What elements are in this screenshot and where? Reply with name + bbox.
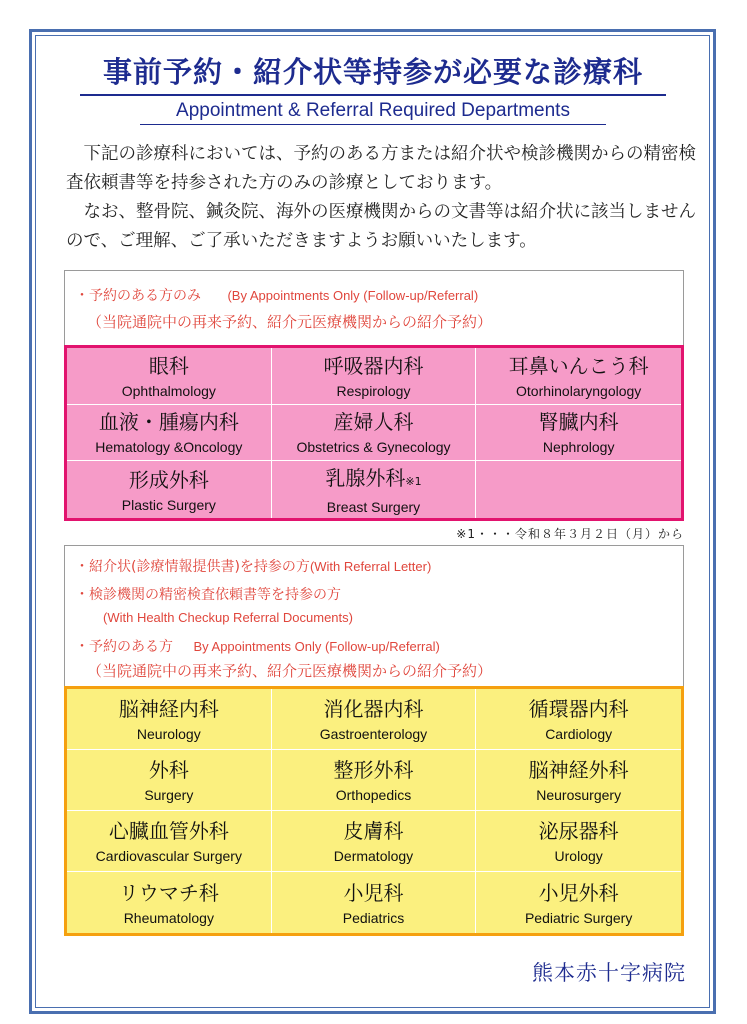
department-en: Dermatology: [333, 848, 414, 864]
department-cell: [67, 689, 272, 750]
department-jp: 循環器内科: [528, 697, 629, 721]
intro-paragraph-2: なお、整骨院、鍼灸院、海外の医療機関からの文書等は紹介状に該当しませんので、ご理解、ご了承いただきますようお願いいたします。: [66, 202, 696, 251]
department-jp: 血液・腫瘍内科: [98, 410, 239, 435]
department-en: Pediatric Surgery: [524, 909, 633, 926]
department-jp: 外科: [148, 758, 189, 782]
section2-line4-en: By Appointments Only (Follow-up/Referral): [193, 639, 440, 654]
section2-line1-jp: ・紹介状(診療情報提供書)を持参の方: [75, 559, 310, 575]
department-en: Respirology: [336, 382, 411, 399]
department-en: Ophthalmology: [121, 382, 216, 399]
section2-line3: [103, 610, 353, 626]
department-en: Orthopedics: [335, 787, 412, 803]
department-cell: [67, 750, 272, 811]
section1-notes: [64, 270, 684, 346]
department-en: Neurosurgery: [536, 787, 622, 803]
section2-line3-text: (With Health Checkup Referral Documents): [103, 610, 353, 625]
department-en: Hematology &Oncology: [95, 439, 243, 456]
referral-departments: [64, 686, 684, 936]
department-en: Otorhinolaryngology: [516, 382, 642, 399]
department-en: Pediatrics: [342, 909, 405, 926]
department-jp-text: 乳腺外科: [325, 465, 406, 490]
department-cell: [67, 348, 272, 405]
department-jp: 形成外科: [128, 467, 209, 492]
department-jp: 耳鼻いんこう科: [508, 353, 649, 378]
page-subtitle: Appointment & Referral Required Departments: [140, 98, 606, 125]
department-jp: 消化器内科: [323, 697, 424, 721]
department-jp: 腎臓内科: [538, 410, 619, 435]
department-jp: 小児科: [343, 880, 404, 905]
department-cell: [476, 811, 681, 872]
department-cell: [67, 461, 272, 518]
department-cell: [67, 811, 272, 872]
department-cell: [272, 811, 477, 872]
section1-line1: [75, 285, 478, 305]
department-en: Surgery: [144, 787, 194, 803]
department-cell: [272, 348, 477, 405]
department-en: Obstetrics & Gynecology: [296, 439, 451, 456]
hospital-name: 熊本赤十字病院: [532, 961, 686, 985]
department-cell: [272, 872, 477, 933]
appointment-only-departments: [64, 345, 684, 521]
department-jp: リウマチ科: [118, 880, 219, 905]
department-cell: [272, 750, 477, 811]
section1-line1-jp: ・予約のある方のみ: [75, 288, 201, 304]
empty-cell: [476, 461, 681, 518]
department-cell: [476, 689, 681, 750]
section2-line1-en: (With Referral Letter): [309, 559, 432, 574]
department-jp: 整形外科: [333, 758, 414, 782]
section2-notes: [64, 545, 684, 688]
footnote: ※1・・・令和８年３月２日（月）から: [456, 527, 684, 541]
department-en: Nephrology: [542, 439, 615, 456]
intro-paragraph-1: 下記の診療科においては、予約のある方または紹介状や検診機関からの精密検査依頼書等を持参された方のみの診療としております。: [66, 144, 696, 193]
section1-line2: （当院通院中の再来予約、紹介元医療機関からの紹介予約）: [87, 313, 493, 331]
department-en: Cardiovascular Surgery: [95, 848, 242, 864]
section2-line4: [75, 636, 440, 656]
department-jp: [325, 465, 421, 495]
department-cell: [272, 689, 477, 750]
department-cell: [67, 405, 272, 462]
department-cell: [476, 750, 681, 811]
department-jp: 眼科: [148, 353, 189, 378]
department-jp: 呼吸器内科: [323, 353, 424, 378]
department-en: Neurology: [136, 726, 201, 742]
section2-line1: [75, 556, 431, 576]
intro-text: [66, 140, 696, 256]
department-jp: 泌尿器科: [538, 819, 619, 843]
department-cell: [272, 461, 477, 518]
section2-line4-jp: ・予約のある方: [75, 639, 173, 655]
section2-line2: ・検診機関の精密検査依頼書等を持参の方: [75, 587, 341, 603]
department-jp: 産婦人科: [333, 410, 414, 435]
department-cell: [272, 405, 477, 462]
department-cell: [476, 348, 681, 405]
department-cell: [476, 405, 681, 462]
section2-line5: （当院通院中の再来予約、紹介元医療機関からの紹介予約）: [87, 662, 493, 680]
section1-line1-en: (By Appointments Only (Follow-up/Referral): [227, 288, 479, 303]
department-en: Urology: [554, 848, 603, 864]
department-cell: [476, 872, 681, 933]
department-en: Plastic Surgery: [121, 496, 216, 513]
department-jp: 小児外科: [538, 880, 619, 905]
department-en: Breast Surgery: [326, 498, 421, 515]
department-jp: 脳神経外科: [528, 758, 629, 782]
department-en: Rheumatology: [123, 909, 214, 926]
department-cell: [67, 872, 272, 933]
page-title: 事前予約・紹介状等持参が必要な診療科: [80, 52, 666, 96]
footnote-mark: ※1: [405, 474, 422, 488]
department-en: Cardiology: [545, 726, 613, 742]
department-en: Gastroenterology: [319, 726, 428, 742]
department-jp: 脳神経内科: [118, 697, 219, 721]
department-jp: 心臓血管外科: [108, 819, 229, 843]
department-jp: 皮膚科: [343, 819, 404, 843]
